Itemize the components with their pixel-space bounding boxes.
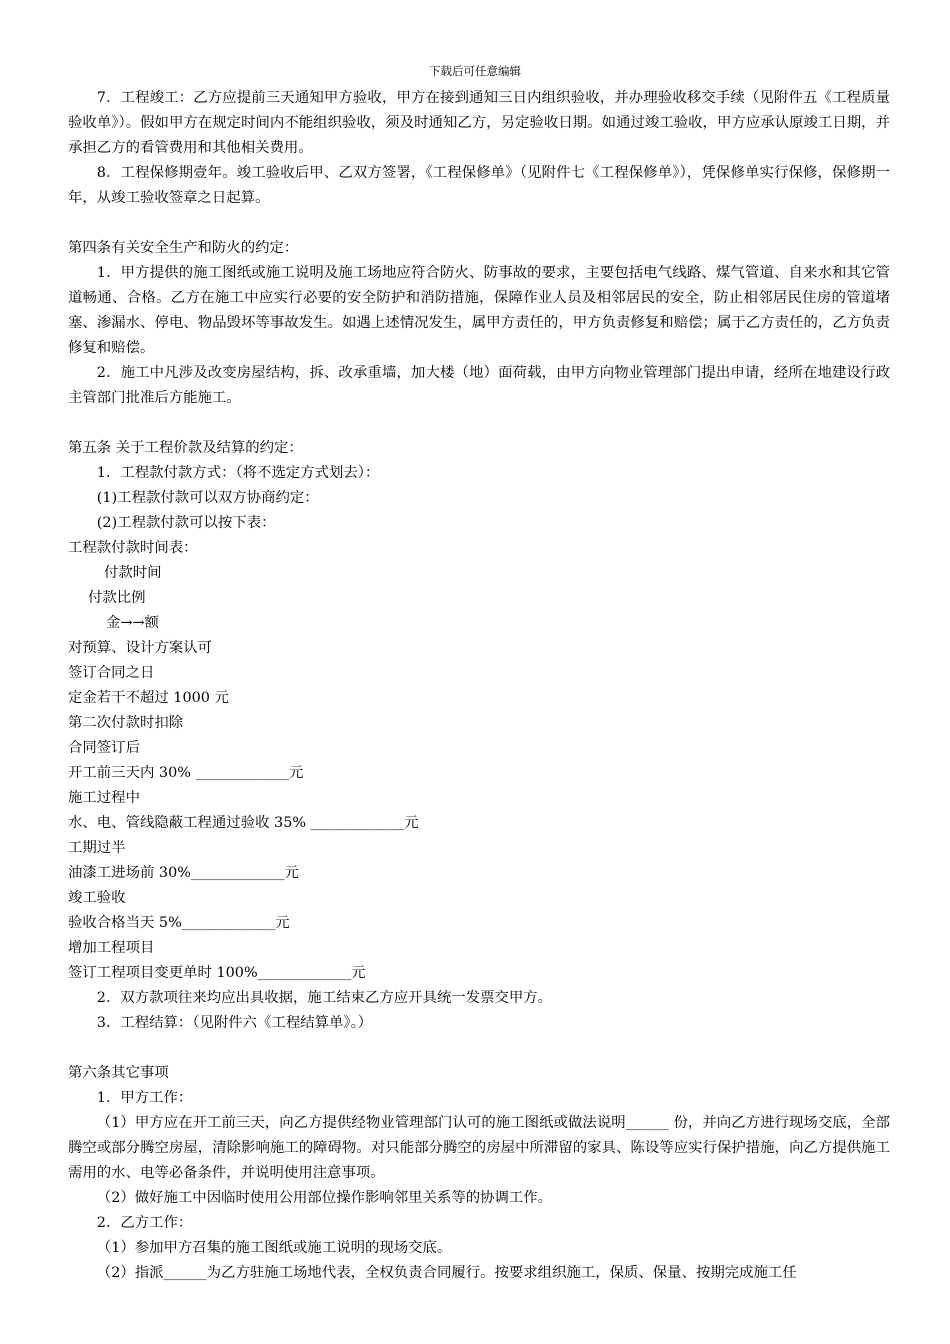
paragraph: （1）参加甲方召集的施工图纸或施工说明的现场交底。 bbox=[96, 1240, 452, 1256]
paragraph: 验收合格当天 5%_____________元 bbox=[68, 915, 290, 931]
paragraph: 付款时间 bbox=[104, 565, 162, 581]
paragraph: 2．施工中凡涉及改变房屋结构，拆、改承重墙，加大楼（地）面荷载，由甲方向物业管理部门提出申请，经所在地建设行政主管部门批准后方能施工。 bbox=[68, 365, 890, 406]
paragraph: （2）指派______为乙方驻施工场地代表，全权负责合同履行。按要求组织施工，保质、保量、按期完成施工任 bbox=[96, 1265, 797, 1281]
paragraph: 第五条 关于工程价款及结算的约定： bbox=[68, 440, 303, 456]
paragraph: （1）甲方应在开工前三天，向乙方提供经物业管理部门认可的施工图纸或做法说明______ 份，并向乙方进行现场交底，全部腾空或部分腾空房屋，清除影响施工的障碍物。对只能部分腾空的房屋中所滞留的家具、陈设等应实行保护措施，向乙方提供施工需用的水、电等必备条件，并说明使用注意事项。 bbox=[68, 1115, 890, 1181]
paragraph: 第四条有关安全生产和防火的约定： bbox=[68, 240, 299, 256]
paragraph: 2．乙方工作： bbox=[96, 1215, 193, 1231]
paragraph: 1．甲方提供的施工图纸或施工说明及施工场地应符合防火、防事故的要求，主要包括电气线路、煤气管道、自来水和其它管道畅通、合格。乙方在施工中应实行必要的安全防护和消防措施，保障作业人员及相邻居民的安全，防止相邻居民住房的管道堵塞、渗漏水、停电、物品毁坏等事故发生。如遇上述情况发生，属甲方责任的，甲方负责修复和赔偿；属于乙方责任的，乙方负责修复和赔偿。 bbox=[68, 265, 890, 356]
paragraph: 开工前三天内 30% _____________元 bbox=[68, 765, 304, 781]
paragraph: 2．双方款项往来均应出具收据，施工结束乙方应开具统一发票交甲方。 bbox=[96, 990, 553, 1006]
document-body bbox=[68, 86, 890, 1286]
paragraph: 定金若干不超过 1000 元 bbox=[68, 690, 229, 706]
paragraph: 8．工程保修期壹年。竣工验收后甲、乙双方签署，《工程保修单》（见附件七《工程保修单》），凭保修单实行保修，保修期一年，从竣工验收签章之日起算。 bbox=[68, 165, 890, 206]
paragraph: 水、电、管线隐蔽工程通过验收 35% _____________元 bbox=[68, 815, 419, 831]
paragraph: 工程款付款时间表： bbox=[68, 540, 198, 556]
paragraph: （2）做好施工中因临时使用公用部位操作影响邻里关系等的协调工作。 bbox=[96, 1190, 553, 1206]
blank-line bbox=[68, 211, 890, 236]
paragraph: 第六条其它事项 bbox=[68, 1065, 169, 1081]
paragraph: 油漆工进场前 30%_____________元 bbox=[68, 865, 299, 881]
paragraph: 竣工验收 bbox=[68, 890, 126, 906]
paragraph: 施工过程中 bbox=[68, 790, 140, 806]
paragraph: 工期过半 bbox=[68, 840, 126, 856]
paragraph: 3．工程结算：（见附件六《工程结算单》。） bbox=[96, 1015, 373, 1031]
paragraph: 7．工程竣工：乙方应提前三天通知甲方验收，甲方在接到通知三日内组织验收，并办理验收移交手续（见附件五《工程质量验收单》）。假如甲方在规定时间内不能组织验收，须及时通知乙方，另定验收日期。如通过竣工验收，甲方应承认原竣工日期，并承担乙方的看管费用和其他相关费用。 bbox=[68, 90, 890, 156]
paragraph: (2)工程款付款可以按下表： bbox=[96, 515, 276, 531]
blank-line bbox=[68, 1036, 890, 1061]
paragraph: 1．工程款付款方式：（将不选定方式划去）： bbox=[96, 465, 380, 481]
paragraph: 增加工程项目 bbox=[68, 940, 155, 956]
paragraph: 第二次付款时扣除 bbox=[68, 715, 184, 731]
paragraph: 1．甲方工作： bbox=[96, 1090, 193, 1106]
paragraph: 签订工程项目变更单时 100%_____________元 bbox=[68, 965, 366, 981]
paragraph: 金→→额 bbox=[106, 615, 159, 631]
blank-line bbox=[68, 411, 890, 436]
page-header: 下载后可任意编辑 bbox=[429, 64, 521, 78]
paragraph: 合同签订后 bbox=[68, 740, 140, 756]
paragraph: 签订合同之日 bbox=[68, 665, 155, 681]
paragraph: (1)工程款付款可以双方协商约定： bbox=[96, 490, 319, 506]
paragraph: 对预算、设计方案认可 bbox=[68, 640, 212, 656]
paragraph: 付款比例 bbox=[88, 590, 146, 606]
